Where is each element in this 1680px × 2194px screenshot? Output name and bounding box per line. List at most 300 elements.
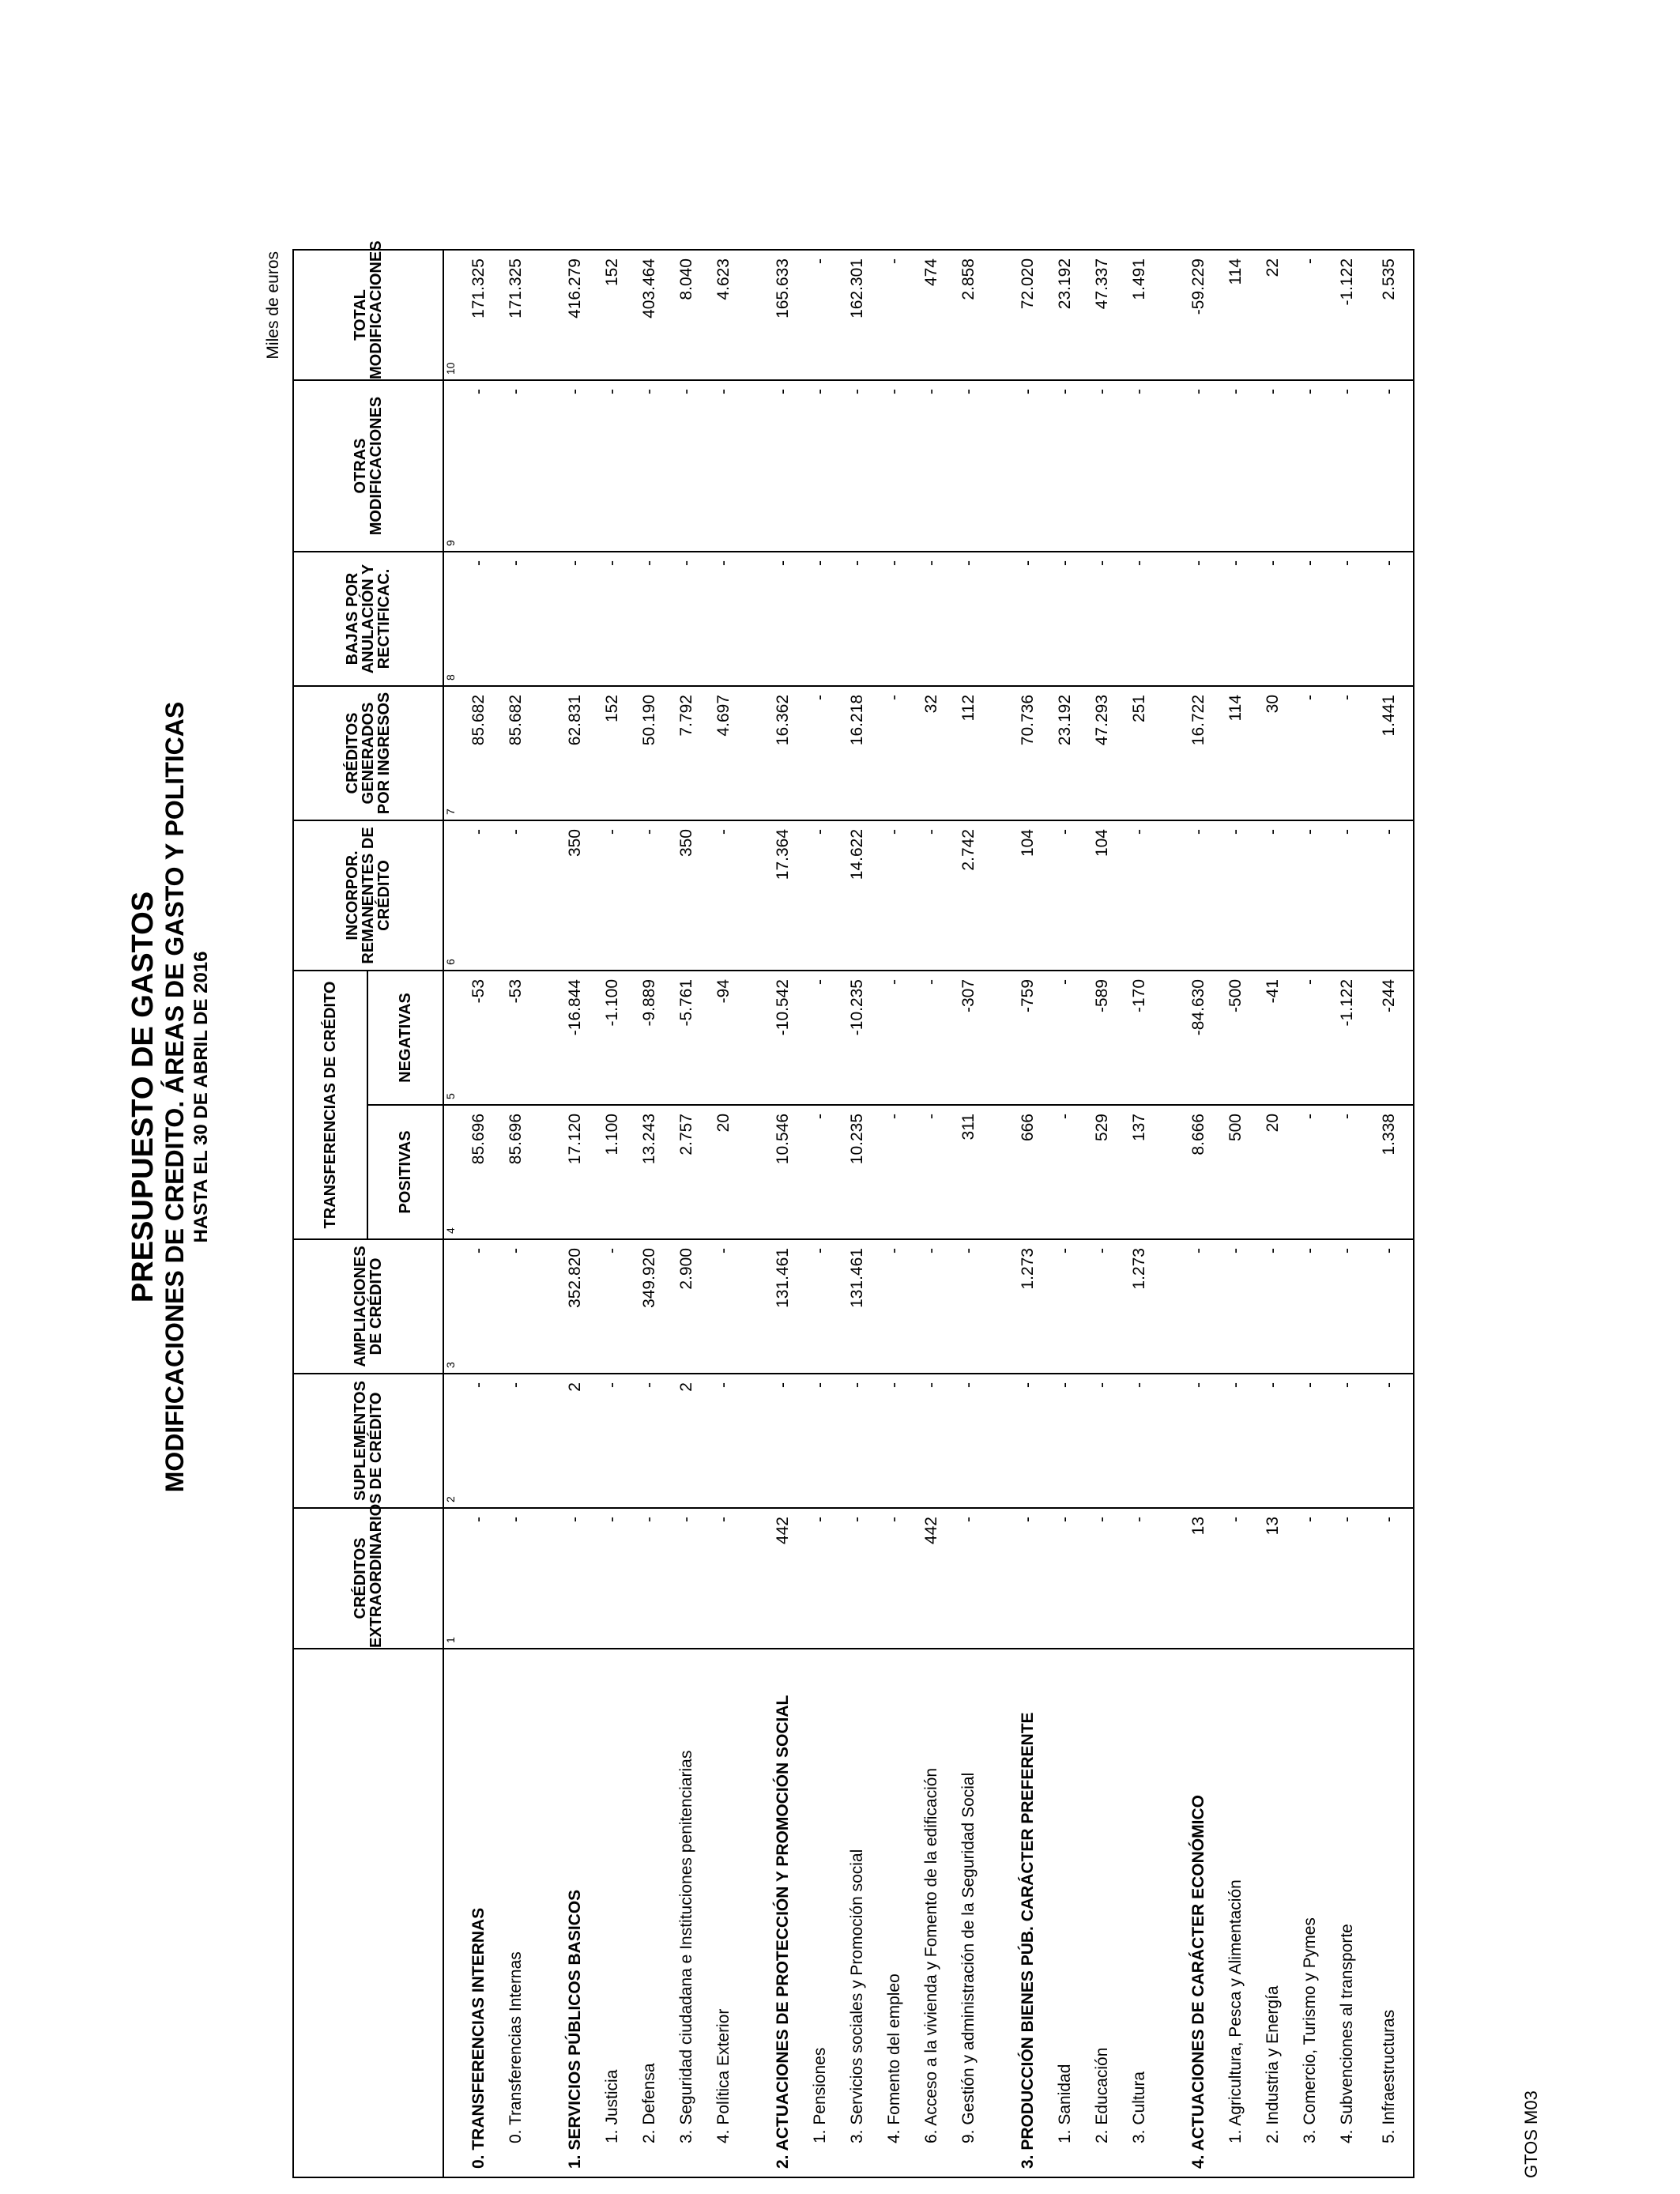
value-cell: - bbox=[1046, 552, 1083, 686]
value-cell: 104 bbox=[1009, 820, 1046, 971]
value-cell: -1.122 bbox=[1328, 250, 1365, 380]
spacer-cell bbox=[1158, 1105, 1180, 1239]
value-cell: 47.337 bbox=[1083, 250, 1121, 380]
page-title: PRESUPUESTO DE GASTOS bbox=[126, 891, 160, 1303]
value-cell: 131.461 bbox=[838, 1239, 876, 1374]
column-number: 3 bbox=[443, 1239, 460, 1374]
column-number-row bbox=[443, 250, 460, 2177]
value-cell: 20 bbox=[1254, 1105, 1291, 1239]
value-cell: 442 bbox=[913, 1508, 950, 1649]
spacer-cell bbox=[534, 820, 556, 971]
value-cell: 17.364 bbox=[764, 820, 801, 971]
spacer-cell bbox=[742, 1105, 764, 1239]
spacer-row bbox=[534, 250, 556, 2177]
value-cell: 162.301 bbox=[838, 250, 876, 380]
value-cell: - bbox=[950, 1508, 987, 1649]
value-cell: -16.844 bbox=[556, 971, 593, 1105]
value-cell: - bbox=[593, 1239, 631, 1374]
table-row bbox=[950, 250, 987, 2177]
modifications-table bbox=[292, 240, 1414, 2178]
value-cell: - bbox=[1291, 250, 1328, 380]
value-cell: - bbox=[876, 1239, 913, 1374]
spacer-cell bbox=[1158, 250, 1180, 380]
value-cell: - bbox=[876, 250, 913, 380]
table-row bbox=[913, 250, 950, 2177]
spacer-cell bbox=[534, 1508, 556, 1649]
table-row bbox=[1217, 250, 1254, 2177]
spacer-cell bbox=[1158, 971, 1180, 1105]
value-cell: - bbox=[1365, 552, 1414, 686]
value-cell: 152 bbox=[593, 686, 631, 820]
value-cell: - bbox=[913, 380, 950, 552]
group-row bbox=[1180, 250, 1217, 2177]
value-cell: - bbox=[1217, 820, 1254, 971]
value-cell: 13 bbox=[1180, 1508, 1217, 1649]
value-cell: - bbox=[460, 1508, 497, 1649]
value-cell: - bbox=[593, 1374, 631, 1508]
value-cell: - bbox=[705, 380, 742, 552]
spacer-cell bbox=[534, 971, 556, 1105]
value-cell: 20 bbox=[705, 1105, 742, 1239]
value-cell: 16.218 bbox=[838, 686, 876, 820]
value-cell: - bbox=[1217, 380, 1254, 552]
value-cell: 47.293 bbox=[1083, 686, 1121, 820]
value-cell: 17.120 bbox=[556, 1105, 593, 1239]
table-row bbox=[1083, 250, 1121, 2177]
row-label: 3. Comercio, Turismo y Pymes bbox=[1291, 1649, 1328, 2177]
value-cell: 350 bbox=[556, 820, 593, 971]
value-cell: - bbox=[876, 380, 913, 552]
column-number: 8 bbox=[443, 552, 460, 686]
value-cell: 474 bbox=[913, 250, 950, 380]
value-cell: - bbox=[1291, 380, 1328, 552]
value-cell: - bbox=[1046, 820, 1083, 971]
value-cell: 85.696 bbox=[460, 1105, 497, 1239]
column-number: 5 bbox=[443, 971, 460, 1105]
footer-code: GTOS M03 bbox=[1521, 2090, 1541, 2178]
value-cell: - bbox=[1291, 820, 1328, 971]
row-label: 1. Justicia bbox=[593, 1649, 631, 2177]
value-cell: - bbox=[950, 1239, 987, 1374]
value-cell: - bbox=[1254, 820, 1291, 971]
spacer-row bbox=[742, 250, 764, 2177]
header-total-modificaciones: TOTAL MODIFICACIONES bbox=[293, 250, 443, 380]
value-cell: - bbox=[1180, 552, 1217, 686]
value-cell: - bbox=[705, 1508, 742, 1649]
column-number: 6 bbox=[443, 820, 460, 971]
column-number: 9 bbox=[443, 380, 460, 552]
spacer-cell bbox=[534, 1239, 556, 1374]
column-number: 2 bbox=[443, 1374, 460, 1508]
value-cell: - bbox=[1291, 1239, 1328, 1374]
value-cell: 403.464 bbox=[631, 250, 668, 380]
value-cell: - bbox=[460, 1374, 497, 1508]
value-cell: - bbox=[1180, 820, 1217, 971]
value-cell: 112 bbox=[950, 686, 987, 820]
row-label: 0. TRANSFERENCIAS INTERNAS bbox=[460, 1649, 497, 2177]
spacer-cell bbox=[742, 1649, 764, 2177]
spacer-cell bbox=[987, 971, 1009, 1105]
value-cell: - bbox=[556, 1508, 593, 1649]
spacer-cell bbox=[534, 250, 556, 380]
value-cell: - bbox=[1217, 1239, 1254, 1374]
value-cell: - bbox=[913, 1105, 950, 1239]
spacer-cell bbox=[742, 686, 764, 820]
value-cell: - bbox=[876, 1105, 913, 1239]
value-cell: 16.722 bbox=[1180, 686, 1217, 820]
row-label: 2. Educación bbox=[1083, 1649, 1121, 2177]
spacer-cell bbox=[534, 1374, 556, 1508]
table-row bbox=[838, 250, 876, 2177]
header-transferencias-credito: TRANSFERENCIAS DE CRÉDITO bbox=[293, 971, 367, 1239]
value-cell: -1.100 bbox=[593, 971, 631, 1105]
value-cell: 4.697 bbox=[705, 686, 742, 820]
column-number: 4 bbox=[443, 1105, 460, 1239]
value-cell: 10.235 bbox=[838, 1105, 876, 1239]
value-cell: 500 bbox=[1217, 1105, 1254, 1239]
table-row bbox=[1291, 250, 1328, 2177]
title-block bbox=[126, 0, 213, 2194]
spacer-cell bbox=[534, 552, 556, 686]
value-cell: -84.630 bbox=[1180, 971, 1217, 1105]
spacer-cell bbox=[987, 1508, 1009, 1649]
value-cell: - bbox=[1121, 380, 1158, 552]
value-cell: - bbox=[1083, 1374, 1121, 1508]
value-cell: - bbox=[593, 380, 631, 552]
header-ampliaciones-credito: AMPLIACIONES DE CRÉDITO bbox=[293, 1239, 443, 1374]
value-cell: 165.633 bbox=[764, 250, 801, 380]
value-cell: -244 bbox=[1365, 971, 1414, 1105]
header-suplementos-credito: SUPLEMENTOS DE CRÉDITO bbox=[293, 1374, 443, 1508]
value-cell: 1.441 bbox=[1365, 686, 1414, 820]
table-row bbox=[1121, 250, 1158, 2177]
value-cell: 85.682 bbox=[497, 686, 534, 820]
value-cell: - bbox=[801, 250, 838, 380]
value-cell: 349.920 bbox=[631, 1239, 668, 1374]
value-cell: - bbox=[1365, 820, 1414, 971]
value-cell: - bbox=[460, 1239, 497, 1374]
value-cell: - bbox=[1121, 820, 1158, 971]
value-cell: 85.682 bbox=[460, 686, 497, 820]
row-label: 3. Cultura bbox=[1121, 1649, 1158, 2177]
value-cell: - bbox=[1009, 1508, 1046, 1649]
value-cell: - bbox=[950, 1374, 987, 1508]
value-cell: 104 bbox=[1083, 820, 1121, 971]
value-cell: 1.273 bbox=[1121, 1239, 1158, 1374]
spacer-cell bbox=[987, 250, 1009, 380]
value-cell: - bbox=[1121, 1374, 1158, 1508]
spacer-cell bbox=[987, 686, 1009, 820]
spacer-cell bbox=[1158, 1649, 1180, 2177]
value-cell: - bbox=[1328, 552, 1365, 686]
value-cell: - bbox=[1083, 552, 1121, 686]
value-cell: - bbox=[1291, 1508, 1328, 1649]
row-label: 1. Agricultura, Pesca y Alimentación bbox=[1217, 1649, 1254, 2177]
value-cell: 23.192 bbox=[1046, 686, 1083, 820]
row-label: 1. Sanidad bbox=[1046, 1649, 1083, 2177]
value-cell: 2.900 bbox=[668, 1239, 705, 1374]
value-cell: - bbox=[801, 686, 838, 820]
value-cell: - bbox=[1291, 686, 1328, 820]
value-cell: - bbox=[1291, 1105, 1328, 1239]
column-number: 1 bbox=[443, 1508, 460, 1649]
value-cell: - bbox=[1217, 552, 1254, 686]
page-subtitle: MODIFICACIONES DE CREDITO. ÁREAS DE GASTO Y POLITICAS bbox=[160, 701, 189, 1493]
value-cell: 8.040 bbox=[668, 250, 705, 380]
value-cell: 7.792 bbox=[668, 686, 705, 820]
row-label: 4. Subvenciones al transporte bbox=[1328, 1649, 1365, 2177]
value-cell: 137 bbox=[1121, 1105, 1158, 1239]
value-cell: - bbox=[1291, 971, 1328, 1105]
value-cell: - bbox=[1180, 1374, 1217, 1508]
value-cell: 152 bbox=[593, 250, 631, 380]
value-cell: - bbox=[705, 552, 742, 686]
value-cell: - bbox=[460, 380, 497, 552]
table-row bbox=[1046, 250, 1083, 2177]
spacer-cell bbox=[987, 1239, 1009, 1374]
value-cell: - bbox=[460, 820, 497, 971]
value-cell: - bbox=[764, 552, 801, 686]
value-cell: -94 bbox=[705, 971, 742, 1105]
row-label: 3. Seguridad ciudadana e Instituciones penitenciarias bbox=[668, 1649, 705, 2177]
value-cell: - bbox=[631, 1374, 668, 1508]
spacer-cell bbox=[987, 552, 1009, 686]
table-row bbox=[801, 250, 838, 2177]
value-cell: - bbox=[631, 1508, 668, 1649]
column-number: 7 bbox=[443, 686, 460, 820]
value-cell: 171.325 bbox=[497, 250, 534, 380]
spacer-cell bbox=[987, 820, 1009, 971]
spacer-cell bbox=[1158, 380, 1180, 552]
spacer-cell bbox=[1158, 1239, 1180, 1374]
value-cell: -1.122 bbox=[1328, 971, 1365, 1105]
row-label: 5. Infraestructuras bbox=[1365, 1649, 1414, 2177]
value-cell: -10.542 bbox=[764, 971, 801, 1105]
spacer-row bbox=[987, 250, 1009, 2177]
value-cell: 30 bbox=[1254, 686, 1291, 820]
spacer-cell bbox=[534, 1649, 556, 2177]
value-cell: - bbox=[1254, 552, 1291, 686]
value-cell: - bbox=[913, 552, 950, 686]
value-cell: - bbox=[556, 552, 593, 686]
value-cell: - bbox=[913, 820, 950, 971]
value-cell: - bbox=[1046, 971, 1083, 1105]
value-cell: - bbox=[1254, 380, 1291, 552]
value-cell: - bbox=[1009, 380, 1046, 552]
value-cell: 13 bbox=[1254, 1508, 1291, 1649]
row-label: 6. Acceso a la vivienda y Fomento de la edificación bbox=[913, 1649, 950, 2177]
spacer-cell bbox=[742, 380, 764, 552]
table-row bbox=[705, 250, 742, 2177]
spacer-cell bbox=[1158, 820, 1180, 971]
value-cell: 10.546 bbox=[764, 1105, 801, 1239]
value-cell: 22 bbox=[1254, 250, 1291, 380]
value-cell: 50.190 bbox=[631, 686, 668, 820]
value-cell: 1.338 bbox=[1365, 1105, 1414, 1239]
spacer-cell bbox=[742, 250, 764, 380]
spacer-cell bbox=[987, 380, 1009, 552]
row-label: 4. ACTUACIONES DE CARÁCTER ECONÓMICO bbox=[1180, 1649, 1217, 2177]
value-cell: -59.229 bbox=[1180, 250, 1217, 380]
value-cell: - bbox=[1046, 380, 1083, 552]
value-cell: - bbox=[801, 552, 838, 686]
value-cell: 2.858 bbox=[950, 250, 987, 380]
value-cell: - bbox=[1121, 552, 1158, 686]
value-cell: 171.325 bbox=[460, 250, 497, 380]
value-cell: - bbox=[801, 1374, 838, 1508]
value-cell: - bbox=[801, 971, 838, 1105]
value-cell: 442 bbox=[764, 1508, 801, 1649]
value-cell: -53 bbox=[497, 971, 534, 1105]
value-cell: - bbox=[668, 380, 705, 552]
value-cell: - bbox=[876, 1374, 913, 1508]
row-label: 4. Política Exterior bbox=[705, 1649, 742, 2177]
header-creditos-extraordinarios: CRÉDITOS EXTRAORDINARIOS bbox=[293, 1508, 443, 1649]
row-label: 2. Defensa bbox=[631, 1649, 668, 2177]
value-cell: - bbox=[838, 380, 876, 552]
value-cell: 23.192 bbox=[1046, 250, 1083, 380]
value-cell: - bbox=[1365, 1508, 1414, 1649]
value-cell: - bbox=[1046, 1239, 1083, 1374]
value-cell: - bbox=[1121, 1508, 1158, 1649]
row-label: 0. Transferencias Internas bbox=[497, 1649, 534, 2177]
value-cell: - bbox=[950, 552, 987, 686]
value-cell: - bbox=[593, 820, 631, 971]
value-cell: - bbox=[838, 1374, 876, 1508]
value-cell: 85.696 bbox=[497, 1105, 534, 1239]
value-cell: 13.243 bbox=[631, 1105, 668, 1239]
group-row bbox=[1009, 250, 1046, 2177]
value-cell: - bbox=[1217, 1374, 1254, 1508]
header-otras-modificaciones: OTRAS MODIFICACIONES bbox=[293, 380, 443, 552]
value-cell: -41 bbox=[1254, 971, 1291, 1105]
value-cell: 1.273 bbox=[1009, 1239, 1046, 1374]
value-cell: - bbox=[876, 686, 913, 820]
value-cell: 1.491 bbox=[1121, 250, 1158, 380]
value-cell: 2 bbox=[556, 1374, 593, 1508]
spacer-cell bbox=[534, 1105, 556, 1239]
table-row bbox=[876, 250, 913, 2177]
value-cell: - bbox=[1328, 1105, 1365, 1239]
value-cell: - bbox=[801, 1105, 838, 1239]
spacer-cell bbox=[742, 1508, 764, 1649]
header-creditos-generados: CRÉDITOS GENERADOS POR INGRESOS bbox=[293, 686, 443, 820]
value-cell: - bbox=[497, 1239, 534, 1374]
table-row bbox=[668, 250, 705, 2177]
value-cell: - bbox=[838, 552, 876, 686]
value-cell: - bbox=[705, 820, 742, 971]
header-incorpor-remanentes: INCORPOR. REMANENTES DE CRÉDITO bbox=[293, 820, 443, 971]
header-positivas: POSITIVAS bbox=[367, 1105, 443, 1239]
row-label: 1. SERVICIOS PÚBLICOS BASICOS bbox=[556, 1649, 593, 2177]
value-cell: 72.020 bbox=[1009, 250, 1046, 380]
value-cell: - bbox=[1365, 1374, 1414, 1508]
value-cell: - bbox=[556, 380, 593, 552]
spacer-cell bbox=[987, 1374, 1009, 1508]
value-cell: 666 bbox=[1009, 1105, 1046, 1239]
value-cell: - bbox=[1046, 1374, 1083, 1508]
spacer-cell bbox=[742, 552, 764, 686]
value-cell: - bbox=[497, 380, 534, 552]
spacer-cell bbox=[534, 380, 556, 552]
value-cell: - bbox=[838, 1508, 876, 1649]
value-cell: - bbox=[1217, 1508, 1254, 1649]
table-row bbox=[1328, 250, 1365, 2177]
value-cell: - bbox=[1009, 552, 1046, 686]
value-cell: - bbox=[460, 552, 497, 686]
row-label: 4. Fomento del empleo bbox=[876, 1649, 913, 2177]
header-bajas-anulacion: BAJAS POR ANULACIÓN Y RECTIFICAC. bbox=[293, 552, 443, 686]
value-cell: - bbox=[1291, 1374, 1328, 1508]
value-cell: -53 bbox=[460, 971, 497, 1105]
value-cell: -170 bbox=[1121, 971, 1158, 1105]
value-cell: - bbox=[876, 971, 913, 1105]
value-cell: - bbox=[876, 820, 913, 971]
group-row bbox=[764, 250, 801, 2177]
spacer-cell bbox=[1158, 1508, 1180, 1649]
spacer-cell bbox=[742, 971, 764, 1105]
value-cell: - bbox=[1328, 1508, 1365, 1649]
value-cell: - bbox=[950, 380, 987, 552]
value-cell: -9.889 bbox=[631, 971, 668, 1105]
value-cell: 14.622 bbox=[838, 820, 876, 971]
value-cell: -589 bbox=[1083, 971, 1121, 1105]
value-cell: 114 bbox=[1217, 250, 1254, 380]
value-cell: - bbox=[876, 552, 913, 686]
row-label: 9. Gestión y administración de la Seguridad Social bbox=[950, 1649, 987, 2177]
value-cell: - bbox=[593, 1508, 631, 1649]
value-cell: - bbox=[668, 552, 705, 686]
value-cell: - bbox=[593, 552, 631, 686]
value-cell: - bbox=[913, 1374, 950, 1508]
table-row bbox=[631, 250, 668, 2177]
value-cell: - bbox=[1009, 1374, 1046, 1508]
value-cell: - bbox=[631, 820, 668, 971]
header-negativas: NEGATIVAS bbox=[367, 971, 443, 1105]
value-cell: 70.736 bbox=[1009, 686, 1046, 820]
value-cell: - bbox=[1328, 380, 1365, 552]
value-cell: - bbox=[913, 1239, 950, 1374]
value-cell: - bbox=[764, 1374, 801, 1508]
units-label: Miles de euros bbox=[264, 251, 282, 360]
spacer-cell bbox=[742, 1239, 764, 1374]
value-cell: - bbox=[801, 820, 838, 971]
table-row bbox=[1254, 250, 1291, 2177]
value-cell: - bbox=[764, 380, 801, 552]
value-cell: - bbox=[1254, 1374, 1291, 1508]
column-number: 10 bbox=[443, 250, 460, 380]
spacer-cell bbox=[987, 1649, 1009, 2177]
value-cell: - bbox=[1365, 1239, 1414, 1374]
value-cell: 62.831 bbox=[556, 686, 593, 820]
value-cell: 529 bbox=[1083, 1105, 1121, 1239]
value-cell: 1.100 bbox=[593, 1105, 631, 1239]
value-cell: - bbox=[1328, 1239, 1365, 1374]
value-cell: 311 bbox=[950, 1105, 987, 1239]
value-cell: 4.623 bbox=[705, 250, 742, 380]
value-cell: - bbox=[705, 1374, 742, 1508]
value-cell: - bbox=[497, 820, 534, 971]
value-cell: 2.742 bbox=[950, 820, 987, 971]
value-cell: -10.235 bbox=[838, 971, 876, 1105]
spacer-cell bbox=[742, 1374, 764, 1508]
value-cell: - bbox=[1365, 380, 1414, 552]
value-cell: - bbox=[1083, 1508, 1121, 1649]
spacer-cell bbox=[1158, 552, 1180, 686]
value-cell: - bbox=[913, 971, 950, 1105]
table-row bbox=[1365, 250, 1414, 2177]
value-cell: - bbox=[497, 1374, 534, 1508]
